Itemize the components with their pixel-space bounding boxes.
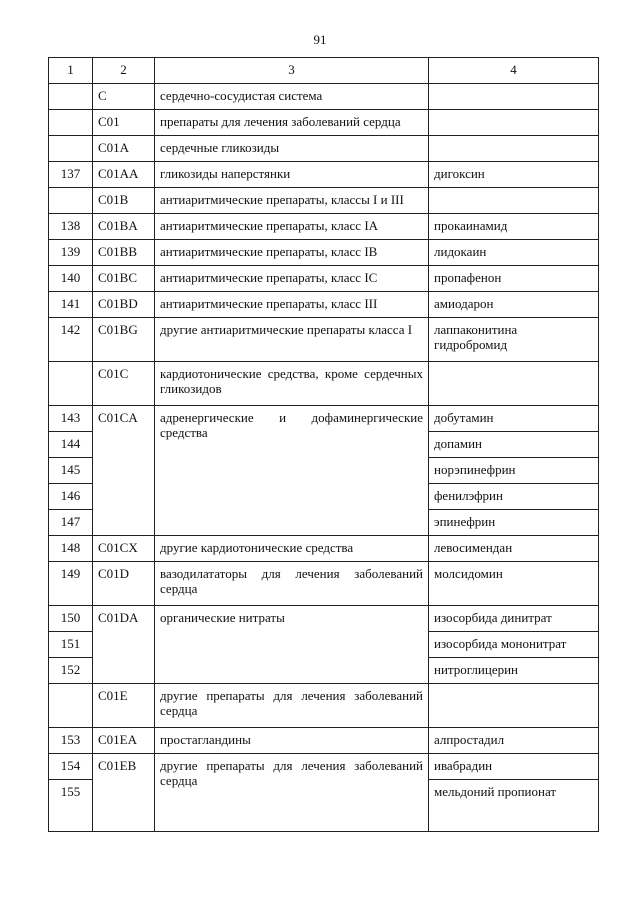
drug-name [429, 188, 599, 214]
drug-name: изосорбида мононитрат [429, 632, 599, 658]
row-number: 140 [49, 266, 93, 292]
group-description: другие препараты для лечения заболеваний сердца [155, 684, 429, 728]
atc-code: C01BG [93, 318, 155, 362]
row-number: 138 [49, 214, 93, 240]
row-number [49, 110, 93, 136]
atc-code: C01D [93, 562, 155, 606]
atc-code: C01 [93, 110, 155, 136]
row-number: 149 [49, 562, 93, 606]
table-row [49, 136, 599, 162]
group-description: гликозиды наперстянки [155, 162, 429, 188]
group-description: антиаритмические препараты, класс IC [155, 266, 429, 292]
atc-code: C01BD [93, 292, 155, 318]
atc-code: C01EA [93, 728, 155, 754]
drug-name: лидокаин [429, 240, 599, 266]
table-row [49, 292, 599, 318]
row-number: 150 [49, 606, 93, 632]
row-number: 153 [49, 728, 93, 754]
table-row [49, 684, 599, 728]
atc-code: C01A [93, 136, 155, 162]
atc-code: C01CX [93, 536, 155, 562]
table-row [49, 162, 599, 188]
table-row [49, 214, 599, 240]
atc-code: C01DA [93, 606, 155, 684]
row-number: 155 [49, 780, 93, 832]
atc-code: C01EB [93, 754, 155, 832]
atc-code: C01BB [93, 240, 155, 266]
drug-name: эпинефрин [429, 510, 599, 536]
table-row [49, 110, 599, 136]
group-description: препараты для лечения заболеваний сердца [155, 110, 429, 136]
atc-code: C01E [93, 684, 155, 728]
row-number [49, 684, 93, 728]
group-description: антиаритмические препараты, класс IB [155, 240, 429, 266]
drug-name [429, 362, 599, 406]
drug-name: амиодарон [429, 292, 599, 318]
atc-code: C01AA [93, 162, 155, 188]
drug-name: норэпинефрин [429, 458, 599, 484]
atc-code: C [93, 84, 155, 110]
header-cell: 3 [155, 58, 429, 84]
row-number: 141 [49, 292, 93, 318]
drug-name [429, 110, 599, 136]
group-description: сердечные гликозиды [155, 136, 429, 162]
row-number: 143 [49, 406, 93, 432]
row-number [49, 84, 93, 110]
group-description: антиаритмические препараты, класс III [155, 292, 429, 318]
row-number [49, 188, 93, 214]
row-number: 146 [49, 484, 93, 510]
atc-code: C01C [93, 362, 155, 406]
row-number: 145 [49, 458, 93, 484]
row-number: 142 [49, 318, 93, 362]
group-description: сердечно-сосудистая система [155, 84, 429, 110]
table-row [49, 536, 599, 562]
table-row [49, 188, 599, 214]
group-description: вазодилататоры для лечения заболеваний сердца [155, 562, 429, 606]
table-row [49, 562, 599, 606]
table-row [49, 240, 599, 266]
header-cell: 1 [49, 58, 93, 84]
group-description: органические нитраты [155, 606, 429, 684]
table-header-row [49, 58, 599, 84]
drug-name: нитроглицерин [429, 658, 599, 684]
group-description: другие антиаритмические препараты класса I [155, 318, 429, 362]
drug-name: добутамин [429, 406, 599, 432]
row-number: 147 [49, 510, 93, 536]
atc-code: C01BA [93, 214, 155, 240]
group-description: простагландины [155, 728, 429, 754]
drug-name: лаппаконитина гидробромид [429, 318, 599, 362]
drug-name: алпростадил [429, 728, 599, 754]
header-cell: 4 [429, 58, 599, 84]
row-number [49, 362, 93, 406]
drug-name: допамин [429, 432, 599, 458]
group-description: другие препараты для лечения заболеваний сердца [155, 754, 429, 832]
table-row [49, 406, 599, 432]
table-row [49, 318, 599, 362]
drug-name: молсидомин [429, 562, 599, 606]
drug-name: изосорбида динитрат [429, 606, 599, 632]
drug-name: ивабрадин [429, 754, 599, 780]
drug-name: прокаинамид [429, 214, 599, 240]
table-row [49, 266, 599, 292]
row-number: 148 [49, 536, 93, 562]
group-description: адренергические и дофаминергические средства [155, 406, 429, 536]
row-number: 152 [49, 658, 93, 684]
header-cell: 2 [93, 58, 155, 84]
table-row [49, 606, 599, 632]
row-number: 151 [49, 632, 93, 658]
table-row [49, 728, 599, 754]
table-row [49, 362, 599, 406]
row-number: 154 [49, 754, 93, 780]
drug-name: мельдоний пропионат [429, 780, 599, 832]
group-description: антиаритмические препараты, класс IA [155, 214, 429, 240]
drug-name: фенилэфрин [429, 484, 599, 510]
row-number: 137 [49, 162, 93, 188]
drug-registry-table [48, 57, 599, 832]
page-number: 91 [313, 32, 327, 47]
drug-name: левосимендан [429, 536, 599, 562]
drug-name: пропафенон [429, 266, 599, 292]
drug-name [429, 84, 599, 110]
table-row [49, 754, 599, 780]
row-number: 139 [49, 240, 93, 266]
group-description: другие кардиотонические средства [155, 536, 429, 562]
atc-code: C01BC [93, 266, 155, 292]
table-row [49, 84, 599, 110]
group-description: антиаритмические препараты, классы I и III [155, 188, 429, 214]
drug-name [429, 684, 599, 728]
drug-name [429, 136, 599, 162]
row-number [49, 136, 93, 162]
atc-code: C01CA [93, 406, 155, 536]
drug-name: дигоксин [429, 162, 599, 188]
atc-code: C01B [93, 188, 155, 214]
group-description: кардиотонические средства, кроме сердечных гликозидов [155, 362, 429, 406]
row-number: 144 [49, 432, 93, 458]
